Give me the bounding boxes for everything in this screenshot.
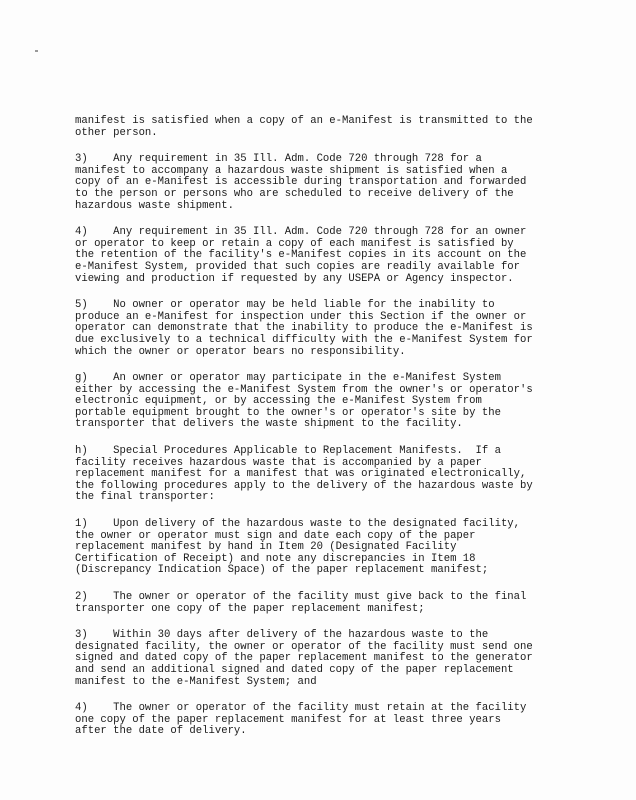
text-line: 5) No owner or operator may be held liable for the inability to — [75, 299, 495, 312]
text-line: 3) Within 30 days after delivery of the hazardous waste to the — [75, 629, 489, 642]
text-line: portable equipment brought to the owner's or operator's site by the — [75, 406, 501, 419]
text-line: one copy of the paper replacement manifest for at least three years — [75, 713, 501, 726]
text-line: produce an e-Manifest for inspection under this Section if the owner or — [75, 310, 527, 323]
document-body — [75, 115, 533, 753]
text-line: 4) Any requirement in 35 Ill. Adm. Code 720 through 728 for an owner — [75, 226, 527, 239]
text-line: manifest to the e-Manifest System; and — [75, 675, 317, 688]
text-line: 4) The owner or operator of the facility must retain at the facility — [75, 702, 527, 715]
text-line: the retention of the facility's e-Manifest copies in its account on the — [75, 249, 527, 262]
text-line: 2) The owner or operator of the facility must give back to the final — [75, 591, 527, 603]
text-line: 3) Any requirement in 35 Ill. Adm. Code 720 through 728 for a — [75, 153, 482, 166]
text-line: viewing and production if requested by any USEPA or Agency inspector. — [75, 272, 514, 285]
text-line: facility receives hazardous waste that is accompanied by a paper — [75, 456, 482, 469]
text-line: replacement manifest for a manifest that was originated electronically, — [75, 468, 527, 481]
text-line: which the owner or operator bears no responsibility. — [75, 345, 406, 358]
paragraph-item-h-1 — [75, 519, 520, 577]
text-line: after the date of delivery. — [75, 725, 247, 738]
paragraph-item-h-3 — [75, 629, 533, 688]
scan-speck — [35, 50, 38, 52]
text-line: replacement manifest by hand in Item 20 (Designated Facility — [75, 541, 457, 554]
text-line: manifest to accompany a hazardous waste shipment is satisfied when a — [75, 164, 508, 177]
text-line: due exclusively to a technical difficulty with the e-Manifest System for — [75, 333, 533, 346]
text-line: other person. — [75, 126, 158, 139]
text-line: signed and dated copy of the paper replacement manifest to the generator — [75, 652, 533, 665]
text-line: or operator to keep or retain a copy of each manifest is satisfied by — [75, 237, 514, 250]
text-line: and send an additional signed and dated copy of the paper replacement — [75, 663, 514, 676]
paragraph-item-g — [75, 372, 533, 431]
text-line: either by accessing the e-Manifest System from the owner's or operator's — [75, 383, 533, 396]
text-line: h) Special Procedures Applicable to Replacement Manifests. If a — [75, 445, 501, 458]
paragraph-item-h-2 — [75, 591, 527, 615]
text-line: the following procedures apply to the delivery of the hazardous waste by — [75, 479, 533, 492]
text-line: e-Manifest System, provided that such copies are readily available for — [75, 260, 521, 273]
text-line: operator can demonstrate that the inability to produce the e-Manifest is — [75, 322, 533, 335]
text-line: transporter one copy of the paper replacement manifest; — [75, 602, 425, 615]
text-line: to the person or persons who are scheduled to receive delivery of the — [75, 187, 514, 200]
text-line: copy of an e-Manifest is accessible during transportation and forwarded — [75, 176, 527, 189]
paragraph-item-h-4 — [75, 702, 527, 738]
text-line: electronic equipment, or by accessing the e-Manifest System from — [75, 395, 482, 408]
text-line: manifest is satisfied when a copy of an e-Manifest is transmitted to the — [75, 115, 533, 127]
paragraph-item-5 — [75, 299, 533, 358]
paragraph-continuation — [75, 115, 533, 139]
text-line: (Discrepancy Indication Space) of the paper replacement manifest; — [75, 564, 489, 577]
text-line: the final transporter: — [75, 491, 215, 504]
text-line: hazardous waste shipment. — [75, 199, 234, 212]
paragraph-item-h — [75, 445, 533, 504]
text-line: 1) Upon delivery of the hazardous waste to the designated facility, — [75, 518, 521, 531]
paragraph-item-3 — [75, 153, 527, 212]
text-line: Certification of Receipt) and note any discrepancies in Item 18 — [75, 552, 476, 565]
text-line: transporter that delivers the waste shipment to the facility. — [75, 418, 463, 431]
paragraph-item-4 — [75, 226, 527, 285]
text-line: designated facility, the owner or operator of the facility must send one — [75, 640, 533, 653]
text-line: g) An owner or operator may participate in the e-Manifest System — [75, 372, 501, 385]
text-line: the owner or operator must sign and date each copy of the paper — [75, 529, 476, 542]
